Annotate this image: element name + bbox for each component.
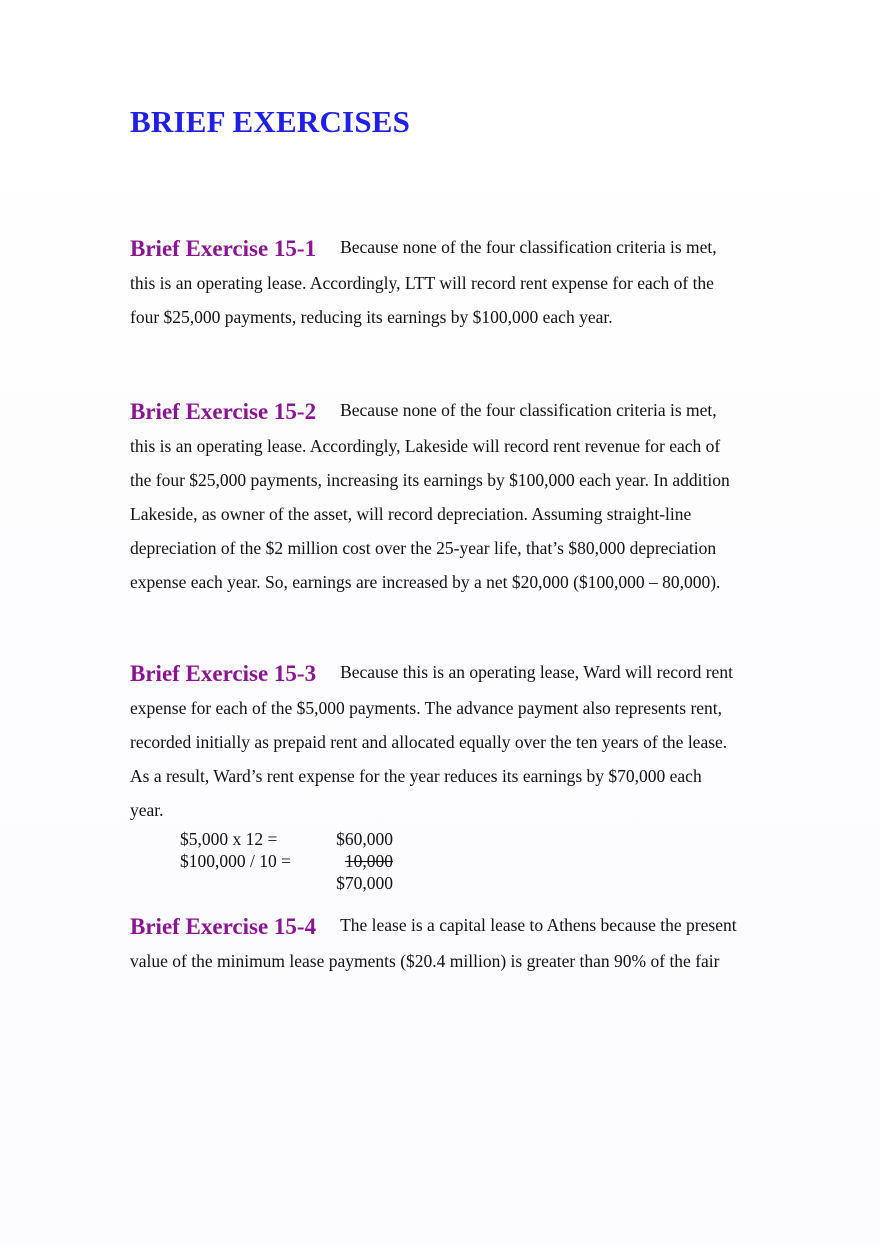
calculation-total: $70,000	[336, 873, 393, 893]
page-title: BRIEF EXERCISES	[130, 104, 411, 139]
exercise-text-line: Because this is an operating lease, Ward will record rent	[340, 662, 733, 682]
exercise-text-line: depreciation of the $2 million cost over the 25-year life, that’s $80,000 depreciation	[130, 538, 717, 558]
calculation-label	[180, 872, 323, 894]
exercise-text-line: expense each year. So, earnings are increased by a net $20,000 ($100,000 – 80,000).	[130, 572, 721, 592]
exercise-text-line: Lakeside, as owner of the asset, will record depreciation. Assuming straight-line	[130, 504, 692, 524]
exercise-heading: Brief Exercise 15-1	[130, 236, 317, 261]
exercise-text-line: year.	[130, 800, 164, 820]
exercise-text-line: Because none of the four classification criteria is met,	[340, 400, 717, 420]
exercise-text-line: The lease is a capital lease to Athens because the present	[340, 915, 737, 935]
calculation-total-row	[180, 872, 393, 894]
exercise-text-line: four $25,000 payments, reducing its earnings by $100,000 each year.	[130, 307, 613, 327]
calculation-value: $60,000	[336, 829, 393, 849]
exercise-text-line: Because none of the four classification criteria is met,	[340, 237, 717, 257]
exercise-heading: Brief Exercise 15-3	[130, 661, 317, 686]
exercise-text-line: value of the minimum lease payments ($20.4 million) is greater than 90% of the fair	[130, 951, 720, 971]
exercise-15-2	[130, 395, 830, 599]
calculation-row	[180, 850, 393, 872]
exercise-15-4	[130, 910, 830, 978]
calculation-row	[180, 828, 393, 850]
calculation-value: 10,000	[344, 851, 393, 871]
exercise-15-1	[130, 232, 830, 334]
exercise-heading: Brief Exercise 15-4	[130, 914, 317, 939]
exercise-text-line: this is an operating lease. Accordingly, LTT will record rent expense for each of the	[130, 273, 714, 293]
exercise-text-line: this is an operating lease. Accordingly, Lakeside will record rent revenue for each of	[130, 436, 721, 456]
exercise-15-3	[130, 657, 830, 827]
exercise-heading: Brief Exercise 15-2	[130, 399, 317, 424]
exercise-text-line: expense for each of the $5,000 payments. The advance payment also represents rent,	[130, 698, 723, 718]
exercise-text-line: recorded initially as prepaid rent and allocated equally over the ten years of the lease.	[130, 732, 728, 752]
rent-calculation	[180, 828, 393, 894]
exercise-text-line: the four $25,000 payments, increasing its earnings by $100,000 each year. In addition	[130, 470, 730, 490]
calculation-label: $5,000 x 12 =	[180, 829, 278, 849]
exercise-text-line: As a result, Ward’s rent expense for the year reduces its earnings by $70,000 each	[130, 766, 702, 786]
calculation-label: $100,000 / 10 =	[180, 851, 291, 871]
